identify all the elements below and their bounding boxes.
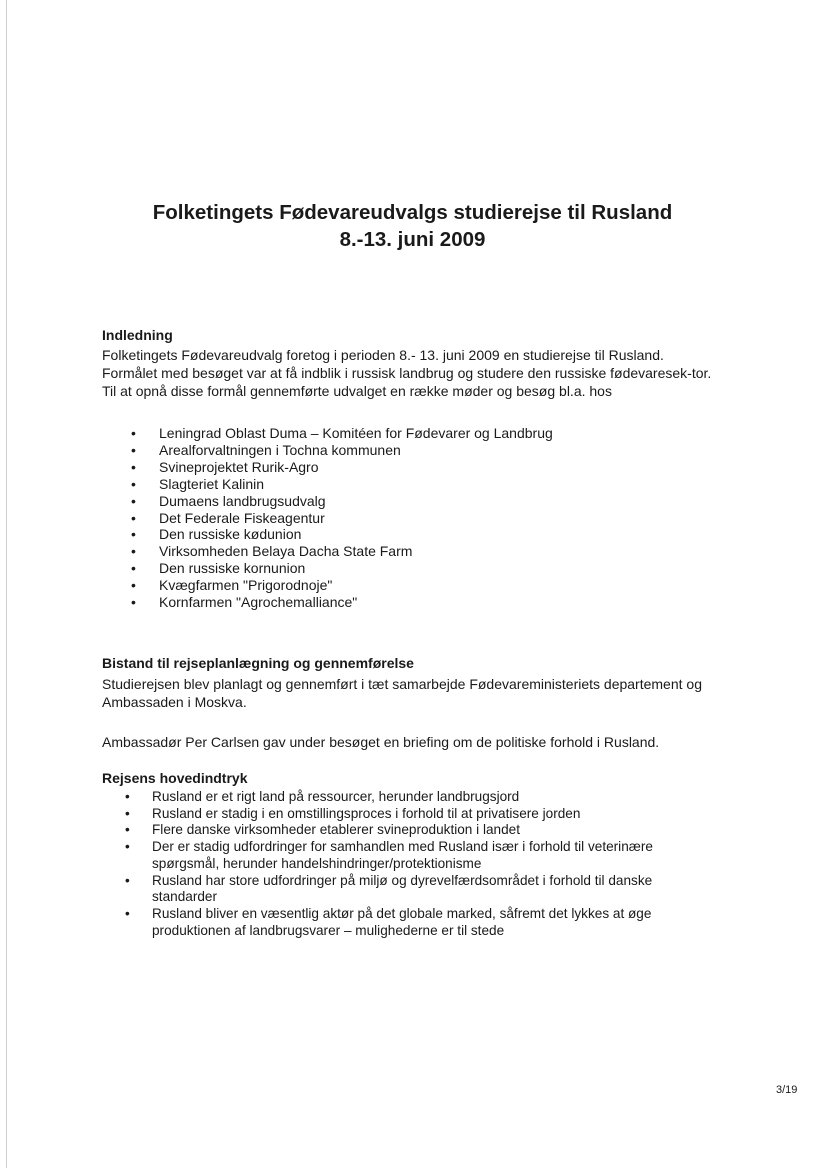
- list-item: • Rusland er stadig i en omstillingsproces i forhold til at privatisere jorden: [125, 806, 685, 823]
- list-item: • Den russiske kødunion: [131, 526, 553, 543]
- list-item: • Slagteriet Kalinin: [131, 476, 553, 493]
- list-item: • Arealforvaltningen i Tochna kommunen: [131, 442, 553, 459]
- list-item: • Flere danske virksomheder etablerer svineproduktion i landet: [125, 822, 685, 839]
- intro-section: [102, 327, 722, 400]
- bistand-paragraph: Studierejsen blev planlagt og gennemført i tæt samarbejde Fødevareministeriets departement og Ambassaden i Moskva.: [102, 676, 702, 710]
- scan-edge-line: [6, 0, 7, 1168]
- visits-list: [131, 425, 553, 611]
- list-item: • Leningrad Oblast Duma – Komitéen for Fødevarer og Landbrug: [131, 425, 553, 442]
- list-item: • Kvægfarmen "Prigorodnoje": [131, 577, 553, 594]
- impressions-heading: Rejsens hovedindtryk: [102, 770, 248, 786]
- document-title: Folketingets Fødevareudvalgs studierejse til Rusland: [152, 201, 673, 224]
- list-item: • Svineprojektet Rurik-Agro: [131, 459, 553, 476]
- list-item: • Virksomheden Belaya Dacha State Farm: [131, 543, 553, 560]
- list-item: • Der er stadig udfordringer for samhandlen med Rusland især i forhold til veterinære spørgsmål, herunder handelshindringer/protektionisme: [125, 839, 685, 872]
- list-item: • Rusland har store udfordringer på miljø og dyrevelfærdsområdet i forhold til danske standarder: [125, 873, 685, 906]
- list-item: • Kornfarmen "Agrochemalliance": [131, 594, 553, 611]
- bistand-heading: Bistand til rejseplanlægning og gennemførelse: [102, 655, 414, 671]
- impressions-list: [125, 789, 685, 939]
- ambassador-paragraph: Ambassadør Per Carlsen gav under besøget en briefing om de politiske forhold i Rusland.: [102, 734, 660, 750]
- list-item: • Den russiske kornunion: [131, 560, 553, 577]
- list-item: • Dumaens landbrugsudvalg: [131, 493, 553, 510]
- list-item: • Rusland bliver en væsentlig aktør på det globale marked, såfremt det lykkes at øge produktionen af landbrugsvarer – mulighederne er til stede: [125, 906, 685, 939]
- document-subtitle-date: 8.-13. juni 2009: [339, 228, 486, 251]
- list-item: • Rusland er et rigt land på ressourcer, herunder landbrugsjord: [125, 789, 685, 806]
- page-number: 3/19: [776, 1084, 798, 1096]
- intro-heading: Indledning: [102, 327, 173, 343]
- bistand-section: [102, 655, 722, 711]
- list-item: • Det Federale Fiskeagentur: [131, 510, 553, 527]
- impressions-section: [102, 770, 722, 787]
- intro-paragraph: Folketingets Fødevareudvalg foretog i perioden 8.- 13. juni 2009 en studierejse til Rusland. Formålet med besøget var at få indblik i russisk landbrug og studere den russiske fødevaresek-tor. Til at opnå disse formål gennemførte udvalget en række møder og besøg bl.a. hos: [102, 347, 712, 399]
